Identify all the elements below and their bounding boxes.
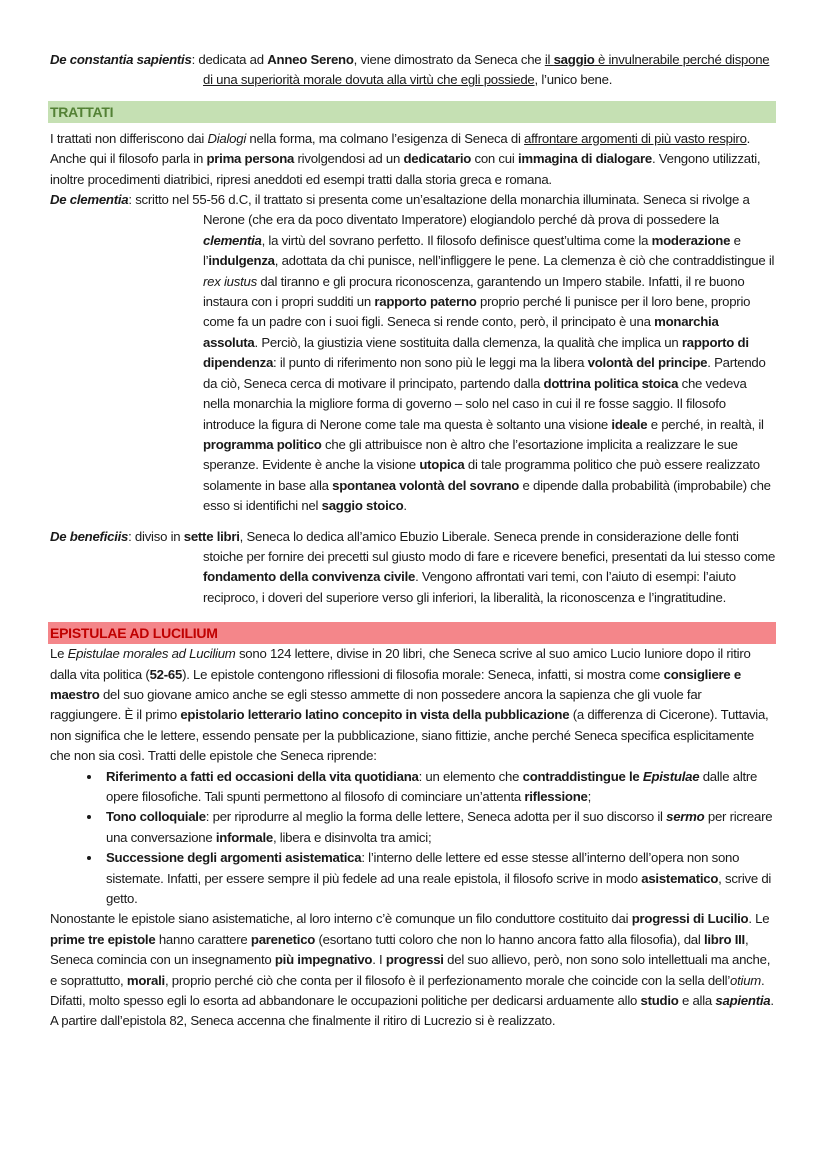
list-item [102, 767, 776, 808]
text-run: hanno carattere [155, 931, 251, 947]
paragraph-trattati-intro [50, 129, 776, 190]
text-run: più impegnativo [274, 952, 373, 968]
text-run: sono 124 lettere, divise in 20 libri, che Seneca scrive al suo amico Lucio Iuniore dopo il ritiro dalla vita politica ( [50, 646, 751, 682]
text-run: , libera e disinvolta tra amici; [272, 829, 432, 845]
text-run: spontanea volontà del sovrano [332, 477, 520, 493]
text-run: . I [372, 952, 386, 968]
text-run: . A partire dall’epistola 82, Seneca accenna che finalmente il ritiro di Lucrezio si è realizzato. [50, 993, 774, 1029]
text-run: e perché, in realtà, il [647, 416, 764, 432]
text-run: . Vengono utilizzati, inoltre procedimenti diatribici, ripresi aneddoti ed esempi tratti dalla storia greca e romana. [50, 151, 761, 187]
text-run: studio [640, 993, 679, 1009]
text-run: del suo giovane amico anche se egli stesso ammette di non possedere ancora la sapienza che gli vuole far raggiungere. È il primo [50, 686, 702, 723]
text-run: , viene dimostrato da Seneca che [353, 52, 545, 67]
text-run: 52-65 [149, 666, 183, 682]
text-run: con cui [471, 151, 518, 167]
text-run: Successione degli argomenti asistematica [106, 850, 362, 866]
text-run: : dedicata ad [191, 52, 268, 67]
text-run: di tale programma politico che può essere realizzato solamente in base alla [203, 457, 760, 493]
text-run: Nonostante le epistole siano asistematiche, al loro interno c’è comunque un filo conduttore costituito dai [50, 911, 632, 927]
text-run: Dialogi [207, 130, 247, 146]
text-run: morali [126, 972, 165, 988]
text-run: otium [730, 972, 762, 988]
text-run: e alla [678, 993, 716, 1009]
text-run: del suo allievo, però, non sono solo intellettuali ma anche, e soprattutto, [50, 952, 771, 988]
text-run: monarchia assoluta [203, 314, 719, 350]
text-run: progressi [385, 952, 444, 968]
text-run: e dipende dalla probabilità (improbabile) che esso si identifichi nel [203, 477, 771, 514]
text-run: De constantia sapientis [50, 52, 192, 67]
text-run: sapientia [715, 993, 771, 1009]
text-run: programma politico [203, 436, 322, 452]
text-run: sermo [666, 809, 705, 825]
text-run: prime tre epistole [50, 931, 156, 947]
text-run: nella forma, ma colmano l’esigenza di Seneca di [246, 130, 525, 146]
text-run: indulgenza [208, 253, 275, 269]
text-run: dalle altre opere filosofiche. Tali spunti permettono al filosofo di cominciare un’attenta [106, 768, 758, 804]
text-run: immagina di dialogare [517, 151, 652, 167]
text-run: : scritto nel 55-56 d.C, il trattato si presenta come un’esaltazione della monarchia illuminata. Seneca si rivolge a Nerone (che era da poco diventato Imperatore) elogiandolo perché dà prova di possedere la [128, 192, 750, 228]
text-run: riflessione [524, 789, 588, 804]
text-run: : per riprodurre al meglio la forma delle lettere, Seneca adotta per il suo discorso il [205, 809, 667, 825]
text-run: dal tiranno e gli procura riconoscenza, garantendo un Impero stabile. Infatti, il re buono instaura con i propri sudditi un [203, 273, 745, 310]
text-run: è invulnerabile perché dispone di una superiorità morale dovuta alla virtù che egli possiede [203, 52, 770, 88]
text-run: libro III [703, 931, 745, 947]
text-run: I trattati non differiscono dai [50, 130, 208, 146]
traits-list [50, 767, 776, 910]
text-run: e l’ [203, 232, 741, 269]
text-run: rex iustus [203, 273, 257, 289]
text-run: Tono colloquiale [106, 809, 206, 825]
text-run: affrontare argomenti di più vasto respiro [524, 130, 747, 146]
text-run: Le [50, 646, 68, 662]
text-run: prima persona [206, 151, 295, 167]
text-run: rapporto di dipendenza [203, 334, 749, 371]
text-run: : l’interno delle lettere ed esse stesse all’interno dell’opera non sono sistemate. Infatti, per essere sempre il più fedele ad una reale epistola, il filosofo scrive in modo [106, 850, 740, 886]
text-run: dottrina politica stoica [543, 375, 679, 391]
text-run: (esortano tutti coloro che non lo hanno ancora fatto alla filosofia), dal [315, 931, 704, 947]
text-run: asistematico [641, 870, 719, 886]
paragraph-de-clementia [50, 190, 776, 517]
text-run: De beneficiis [50, 528, 129, 544]
text-run: . [403, 498, 407, 514]
text-run: : il punto di riferimento non sono più le leggi ma la libera [273, 355, 588, 371]
text-run: ). Le epistole contengono riflessioni di filosofia morale: Seneca, infatti, si mostra come [182, 666, 664, 682]
text-run: ; [587, 789, 592, 804]
text-run: utopica [419, 457, 465, 473]
text-run: . Anche qui il filosofo parla in [50, 130, 751, 167]
paragraph-epistulae-intro [50, 644, 776, 766]
text-run: . Difatti, molto spesso egli lo esorta ad abbandonare le occupazioni politiche per dedicarsi arduamente allo [50, 972, 765, 1009]
text-run: dedicatario [403, 151, 472, 167]
text-run: rivolgendosi ad un [294, 151, 404, 167]
paragraph-epistulae-outro [50, 909, 776, 1031]
text-run: moderazione [651, 232, 731, 248]
text-run: , Seneca comincia con un insegnamento [50, 931, 749, 968]
section-heading-trattati: TRATTATI [48, 101, 776, 123]
text-run: . Le [748, 911, 770, 927]
text-run: fondamento della convivenza civile [203, 569, 416, 585]
text-run: sette libri [183, 528, 240, 544]
text-run: De clementia [50, 192, 129, 208]
text-run: volontà del principe [587, 355, 708, 371]
text-run: : un elemento che [418, 768, 523, 784]
text-run: che vedeva nella monarchia la migliore forma di governo – solo nel caso in cui il re fosse saggio. Il filosofo introduce la figura di Nerone come tale ma questa è soltanto una visione [203, 375, 747, 432]
text-run: informale [215, 829, 273, 845]
text-run: progressi di Lucilio [631, 911, 749, 927]
text-run: il [544, 52, 554, 67]
text-run: proprio perché li punisce per il loro bene, proprio come fa un padre con i suoi figli. Seneca si rende conto, però, il principato è una [203, 294, 751, 330]
text-run: . Partendo da ciò, Seneca cerca di motivare il principato, partendo dalla [203, 355, 766, 391]
paragraph-de-constantia [50, 50, 776, 91]
text-run: consigliere e maestro [50, 666, 742, 702]
paragraph-de-beneficiis [50, 527, 776, 609]
text-run: . Vengono affrontati vari temi, con l’aiuto di esempi: l’aiuto reciproco, i doveri del superiore verso gli inferiori, la liberalità, la riconoscenza e l’ingratitudine. [203, 569, 736, 605]
text-run: Epistulae morales ad Lucilium [67, 646, 236, 662]
text-run: contraddistingue le [522, 768, 643, 784]
text-run: , adottata da chi punisce, nell’infliggere le pene. La clemenza è ciò che contraddistingue il [274, 253, 775, 269]
text-run: clementia [203, 232, 262, 248]
text-run: ideale [611, 416, 648, 432]
text-run: , Seneca lo dedica all’amico Ebuzio Liberale. Seneca prende in considerazione delle fonti stoiche per fornire dei precetti sul giusto modo di fare e ricevere benefici, presentati da lui stesso come [203, 528, 776, 564]
text-run: per ricreare una conversazione [106, 809, 773, 845]
section-heading-epistulae: EPISTULAE AD LUCILIUM [48, 622, 776, 644]
text-run: , la virtù del sovrano perfetto. Il filosofo definisce quest’ultima come la [261, 232, 652, 248]
text-run: parenetico [250, 931, 316, 947]
text-run: , scrive di getto. [106, 870, 772, 907]
list-item [102, 807, 776, 848]
text-run: saggio stoico [321, 498, 404, 514]
list-item [102, 848, 776, 909]
text-run: rapporto paterno [374, 294, 477, 310]
text-run: saggio [553, 52, 595, 67]
text-run: . Perciò, la giustizia viene sostituita dalla clemenza, la qualità che implica un [254, 334, 682, 350]
text-run: : diviso in [128, 528, 184, 544]
text-run: Epistulae [642, 768, 700, 784]
text-run: Anneo Sereno [267, 52, 354, 67]
document-page [50, 50, 776, 1032]
text-run: , l’unico bene. [534, 72, 613, 88]
text-run: Riferimento a fatti ed occasioni della vita quotidiana [106, 768, 419, 784]
text-run: epistolario letterario latino concepito in vista della pubblicazione [180, 707, 570, 723]
text-run: (a differenza di Cicerone). Tuttavia, non significa che le lettere, essendo pensate per la pubblicazione, siano fittizie, anche perché Seneca specifica esplicitamente che non sia così. Tratti delle epistole che Seneca riprende: [50, 707, 769, 764]
text-run: che gli attribuisce non è altro che l’esortazione implicita a realizzare le sue speranze. Evidente è anche la visione [203, 436, 738, 473]
text-run: , proprio perché ciò che conta per il filosofo è il perfezionamento morale che coincide con la sella dell’ [164, 972, 731, 988]
